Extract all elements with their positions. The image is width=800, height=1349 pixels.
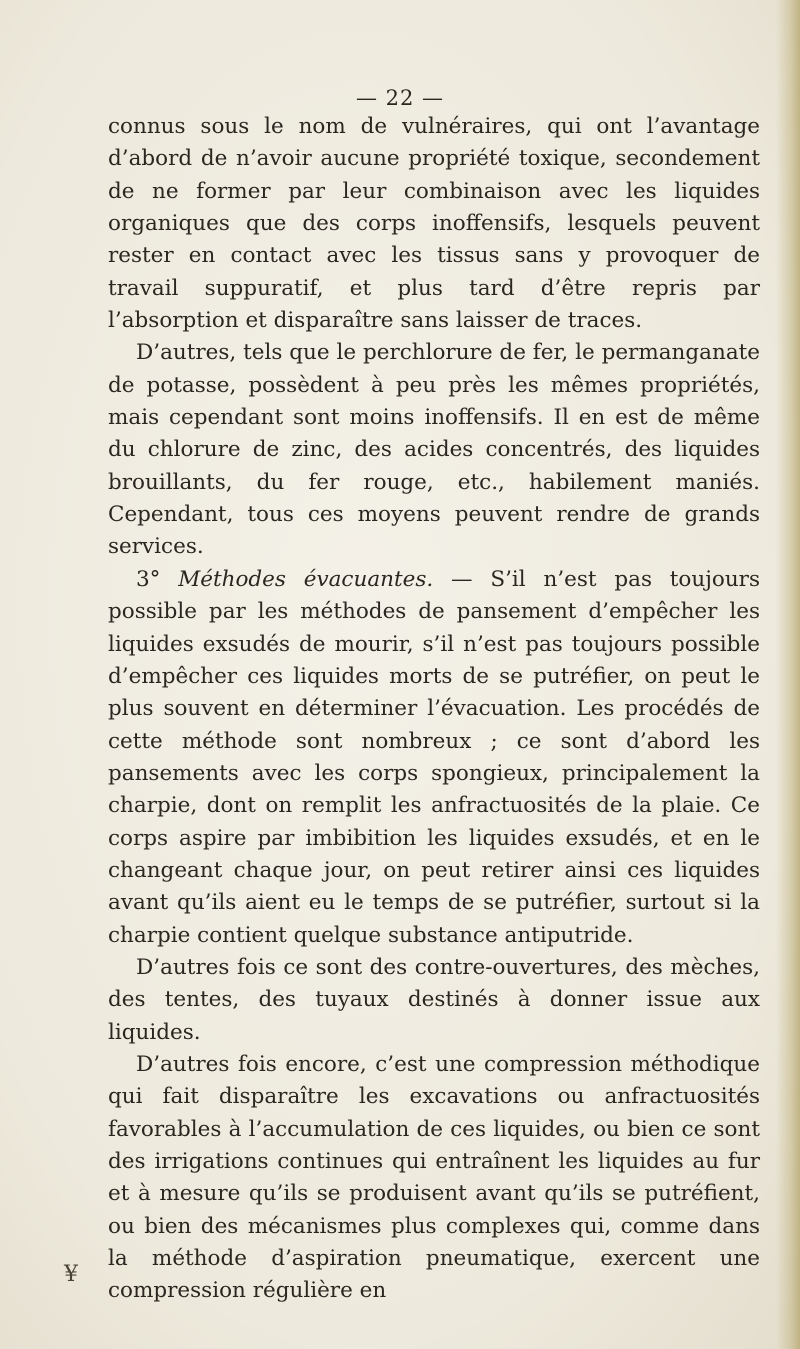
page-edge-shadow: [776, 0, 800, 1349]
paragraph-5: D’autres fois encore, c’est une compression méthodique qui fait disparaître les excavations ou anfractuosités favorables à l’accumulation de ces liquides, ou bien ce sont des irrigations continues qui entraînent les liquides au fur et à mesure qu’ils se produisent avant qu’ils se putréfient, ou bien des mécanismes plus complexes qui, comme dans la méthode d’aspiration pneumatique, exercent une compression régulière en: [108, 1051, 760, 1304]
body-text: [108, 111, 760, 1308]
paragraph-2: D’autres, tels que le perchlorure de fer, le permanganate de potasse, possèdent à peu près les mêmes propriétés, mais cependant sont moins inoffensifs. Il en est de même du chlorure de zinc, des acides concentrés, des liquides brouillants, du fer rouge, etc., habilement maniés. Cependant, tous ces moyens peuvent rendre de grands services.: [108, 340, 760, 560]
margin-mark: ¥: [64, 1262, 78, 1287]
section-number: 3°: [136, 566, 161, 592]
paragraph-1: connus sous le nom de vulnéraires, qui ont l’avantage d’abord de n’avoir aucune propriété toxique, secondement de ne former par leur combinaison avec les liquides organiques que des corps inoffensifs, lesquels peuvent rester en contact avec les tissus sans y provoquer de travail suppuratif, et plus tard d’être repris par l’absorption et disparaître sans laisser de traces.: [108, 114, 760, 334]
paragraph-3-text: — S’il n’est pas toujours possible par les méthodes de pansement d’empêcher les liquides exsudés de mourir, s’il n’est pas toujours possible d’empêcher ces liquides morts de se putréfier, on peut le plus souvent en déterminer l’évacuation. Les procédés de cette méthode sont nombreux ; ce sont d’abord les pansements avec les corps spongieux, principalement la charpie, dont on remplit les anfractuosités de la plaie. Ce corps aspire par imbibition les liquides exsudés, et en le changeant chaque jour, on peut retirer ainsi ces liquides avant qu’ils aient eu le temps de se putréfier, surtout si la charpie contient quelque substance antiputride.: [108, 566, 760, 948]
page-number: — 22 —: [355, 86, 445, 110]
paragraph-3: [108, 564, 760, 952]
paragraph-4: D’autres fois ce sont des contre-ouvertures, des mèches, des tentes, des tuyaux destinés à donner issue aux liquides.: [108, 954, 760, 1045]
section-heading: Méthodes évacuantes.: [178, 566, 434, 592]
